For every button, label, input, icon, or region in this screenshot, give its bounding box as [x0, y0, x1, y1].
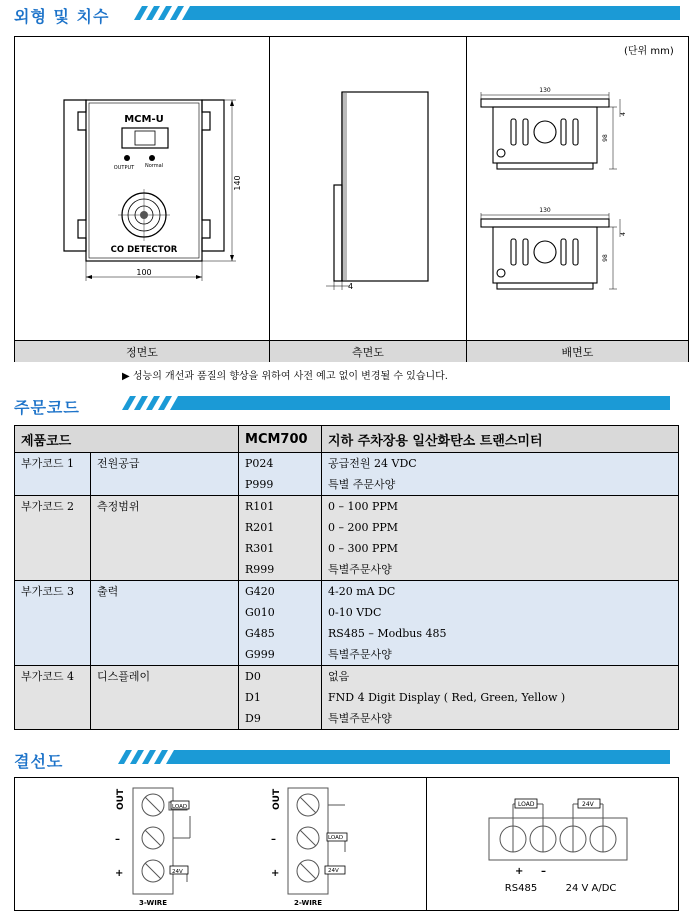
option-description-cell: RS485 – Modbus 485 — [322, 623, 679, 644]
addon-name-cell — [91, 623, 239, 644]
addon-code-cell — [15, 559, 91, 581]
addon-name-cell: 디스플레이 — [91, 666, 239, 688]
section-title-bar — [130, 6, 680, 20]
rear-bottom-width-dim: 130 — [539, 207, 551, 214]
addon-name-cell: 출력 — [91, 581, 239, 603]
option-description-cell: 공급전원 24 VDC — [322, 453, 679, 475]
section-title-wiring: 결선도 — [14, 752, 64, 771]
rear-view-drawing — [467, 37, 688, 340]
table-row — [15, 644, 679, 666]
front-width-dim: 100 — [136, 268, 152, 277]
wiring-diagram-3wire-2wire — [15, 778, 425, 910]
addon-code-cell — [15, 517, 91, 538]
w2-load-label: LOAD — [328, 835, 344, 841]
section-wiring-bar — [114, 750, 670, 764]
order-code-table — [14, 425, 679, 730]
caption-side: 측면도 — [270, 340, 466, 362]
unit-note: (단위 mm) — [624, 46, 674, 57]
side-depth-dim: 4 — [348, 282, 354, 291]
addon-code-cell — [15, 687, 91, 708]
w3-24v-label: 24V — [172, 869, 183, 875]
normal-led-label: Normal — [144, 163, 164, 169]
addon-code-cell — [15, 708, 91, 730]
three-wire-label: 3-WIRE — [139, 899, 167, 907]
section-title-dimensions: 외형 및 치수 — [14, 7, 110, 26]
option-description-cell: 특별주문사양 — [322, 644, 679, 666]
addon-code-cell: 부가코드 3 — [15, 581, 91, 603]
option-code-cell: G485 — [239, 623, 322, 644]
option-code-cell: G010 — [239, 602, 322, 623]
table-row — [15, 453, 679, 475]
option-code-cell: R301 — [239, 538, 322, 559]
w3-out-label: OUT — [116, 788, 126, 810]
addon-code-cell: 부가코드 1 — [15, 453, 91, 475]
addon-name-cell — [91, 602, 239, 623]
wiring-diagram-rs485 — [427, 778, 678, 910]
option-code-cell: R999 — [239, 559, 322, 581]
table-row — [15, 559, 679, 581]
option-description-cell: FND 4 Digit Display ( Red, Green, Yellow ) — [322, 687, 679, 708]
addon-name-cell — [91, 644, 239, 666]
addon-code-cell: 부가코드 4 — [15, 666, 91, 688]
option-code-cell: D0 — [239, 666, 322, 688]
table-row — [15, 666, 679, 688]
power-label: 24 V A/DC — [565, 883, 617, 894]
addon-code-cell — [15, 602, 91, 623]
w3-load-label: LOAD — [172, 804, 188, 810]
option-code-cell: P999 — [239, 474, 322, 496]
output-led-label: OUTPUT — [113, 165, 135, 171]
rs485-minus-label: – — [541, 866, 546, 877]
addon-code-cell — [15, 623, 91, 644]
header-label: 제품코드 — [15, 426, 239, 453]
addon-name-cell — [91, 559, 239, 581]
caption-front: 정면도 — [15, 340, 269, 362]
front-model-label: MCM-U — [124, 114, 164, 125]
front-view-drawing — [14, 37, 269, 340]
option-code-cell: R101 — [239, 496, 322, 518]
option-description-cell: 특별주문사양 — [322, 559, 679, 581]
table-row — [15, 517, 679, 538]
table-row — [15, 687, 679, 708]
rs485-plus-label: + — [515, 866, 524, 877]
option-description-cell: 4-20 mA DC — [322, 581, 679, 603]
option-description-cell: 0 – 200 PPM — [322, 517, 679, 538]
table-row — [15, 708, 679, 730]
side-view-drawing — [270, 37, 466, 340]
option-code-cell: R201 — [239, 517, 322, 538]
rear-top-height-dim: 98 — [602, 134, 609, 142]
rear-top-small-dim: 4 — [620, 112, 627, 116]
caption-rear: 배면도 — [467, 340, 688, 362]
option-code-cell: G420 — [239, 581, 322, 603]
option-description-cell: 0 – 100 PPM — [322, 496, 679, 518]
w2-out-label: OUT — [272, 788, 282, 810]
addon-name-cell — [91, 474, 239, 496]
front-height-dim: 140 — [233, 175, 242, 191]
table-row — [15, 602, 679, 623]
option-description-cell: 0-10 VDC — [322, 602, 679, 623]
option-description-cell: 특별주문사양 — [322, 708, 679, 730]
addon-name-cell — [91, 538, 239, 559]
table-row — [15, 623, 679, 644]
addon-name-cell — [91, 687, 239, 708]
rear-bottom-height-dim: 98 — [602, 254, 609, 262]
rs485-load-label: LOAD — [518, 801, 535, 808]
two-wire-label: 2-WIRE — [294, 899, 322, 907]
header-description: 지하 주차장용 일산화탄소 트랜스미터 — [322, 426, 679, 453]
addon-code-cell: 부가코드 2 — [15, 496, 91, 518]
detector-label: CO DETECTOR — [110, 245, 178, 255]
option-description-cell: 없음 — [322, 666, 679, 688]
addon-name-cell: 측정범위 — [91, 496, 239, 518]
table-row — [15, 474, 679, 496]
addon-name-cell — [91, 517, 239, 538]
section-title-order: 주문코드 — [14, 398, 80, 417]
addon-name-cell — [91, 708, 239, 730]
addon-code-cell — [15, 644, 91, 666]
option-description-cell: 0 – 300 PPM — [322, 538, 679, 559]
table-row — [15, 496, 679, 518]
option-code-cell: D1 — [239, 687, 322, 708]
rear-top-width-dim: 130 — [539, 87, 551, 94]
w3-minus-label: – — [115, 834, 120, 845]
w3-plus-label: + — [115, 868, 124, 879]
header-model: MCM700 — [239, 426, 322, 453]
rs485-24v-label: 24V — [582, 801, 594, 808]
option-description-cell: 특별 주문사양 — [322, 474, 679, 496]
section-order-bar — [118, 396, 670, 410]
order-table-header — [15, 426, 679, 453]
w2-minus-label: – — [271, 834, 276, 845]
rear-bottom-small-dim: 4 — [620, 232, 627, 236]
option-code-cell: P024 — [239, 453, 322, 475]
w2-24v-label: 24V — [328, 868, 339, 874]
table-row — [15, 581, 679, 603]
option-code-cell: D9 — [239, 708, 322, 730]
notice-text: ▶ 성능의 개선과 품질의 향상을 위하여 사전 예고 없이 변경될 수 있습니다. — [122, 371, 448, 382]
addon-code-cell — [15, 538, 91, 559]
table-row — [15, 538, 679, 559]
rs485-label: RS485 — [504, 883, 538, 894]
w2-plus-label: + — [271, 868, 280, 879]
addon-name-cell: 전원공급 — [91, 453, 239, 475]
option-code-cell: G999 — [239, 644, 322, 666]
addon-code-cell — [15, 474, 91, 496]
